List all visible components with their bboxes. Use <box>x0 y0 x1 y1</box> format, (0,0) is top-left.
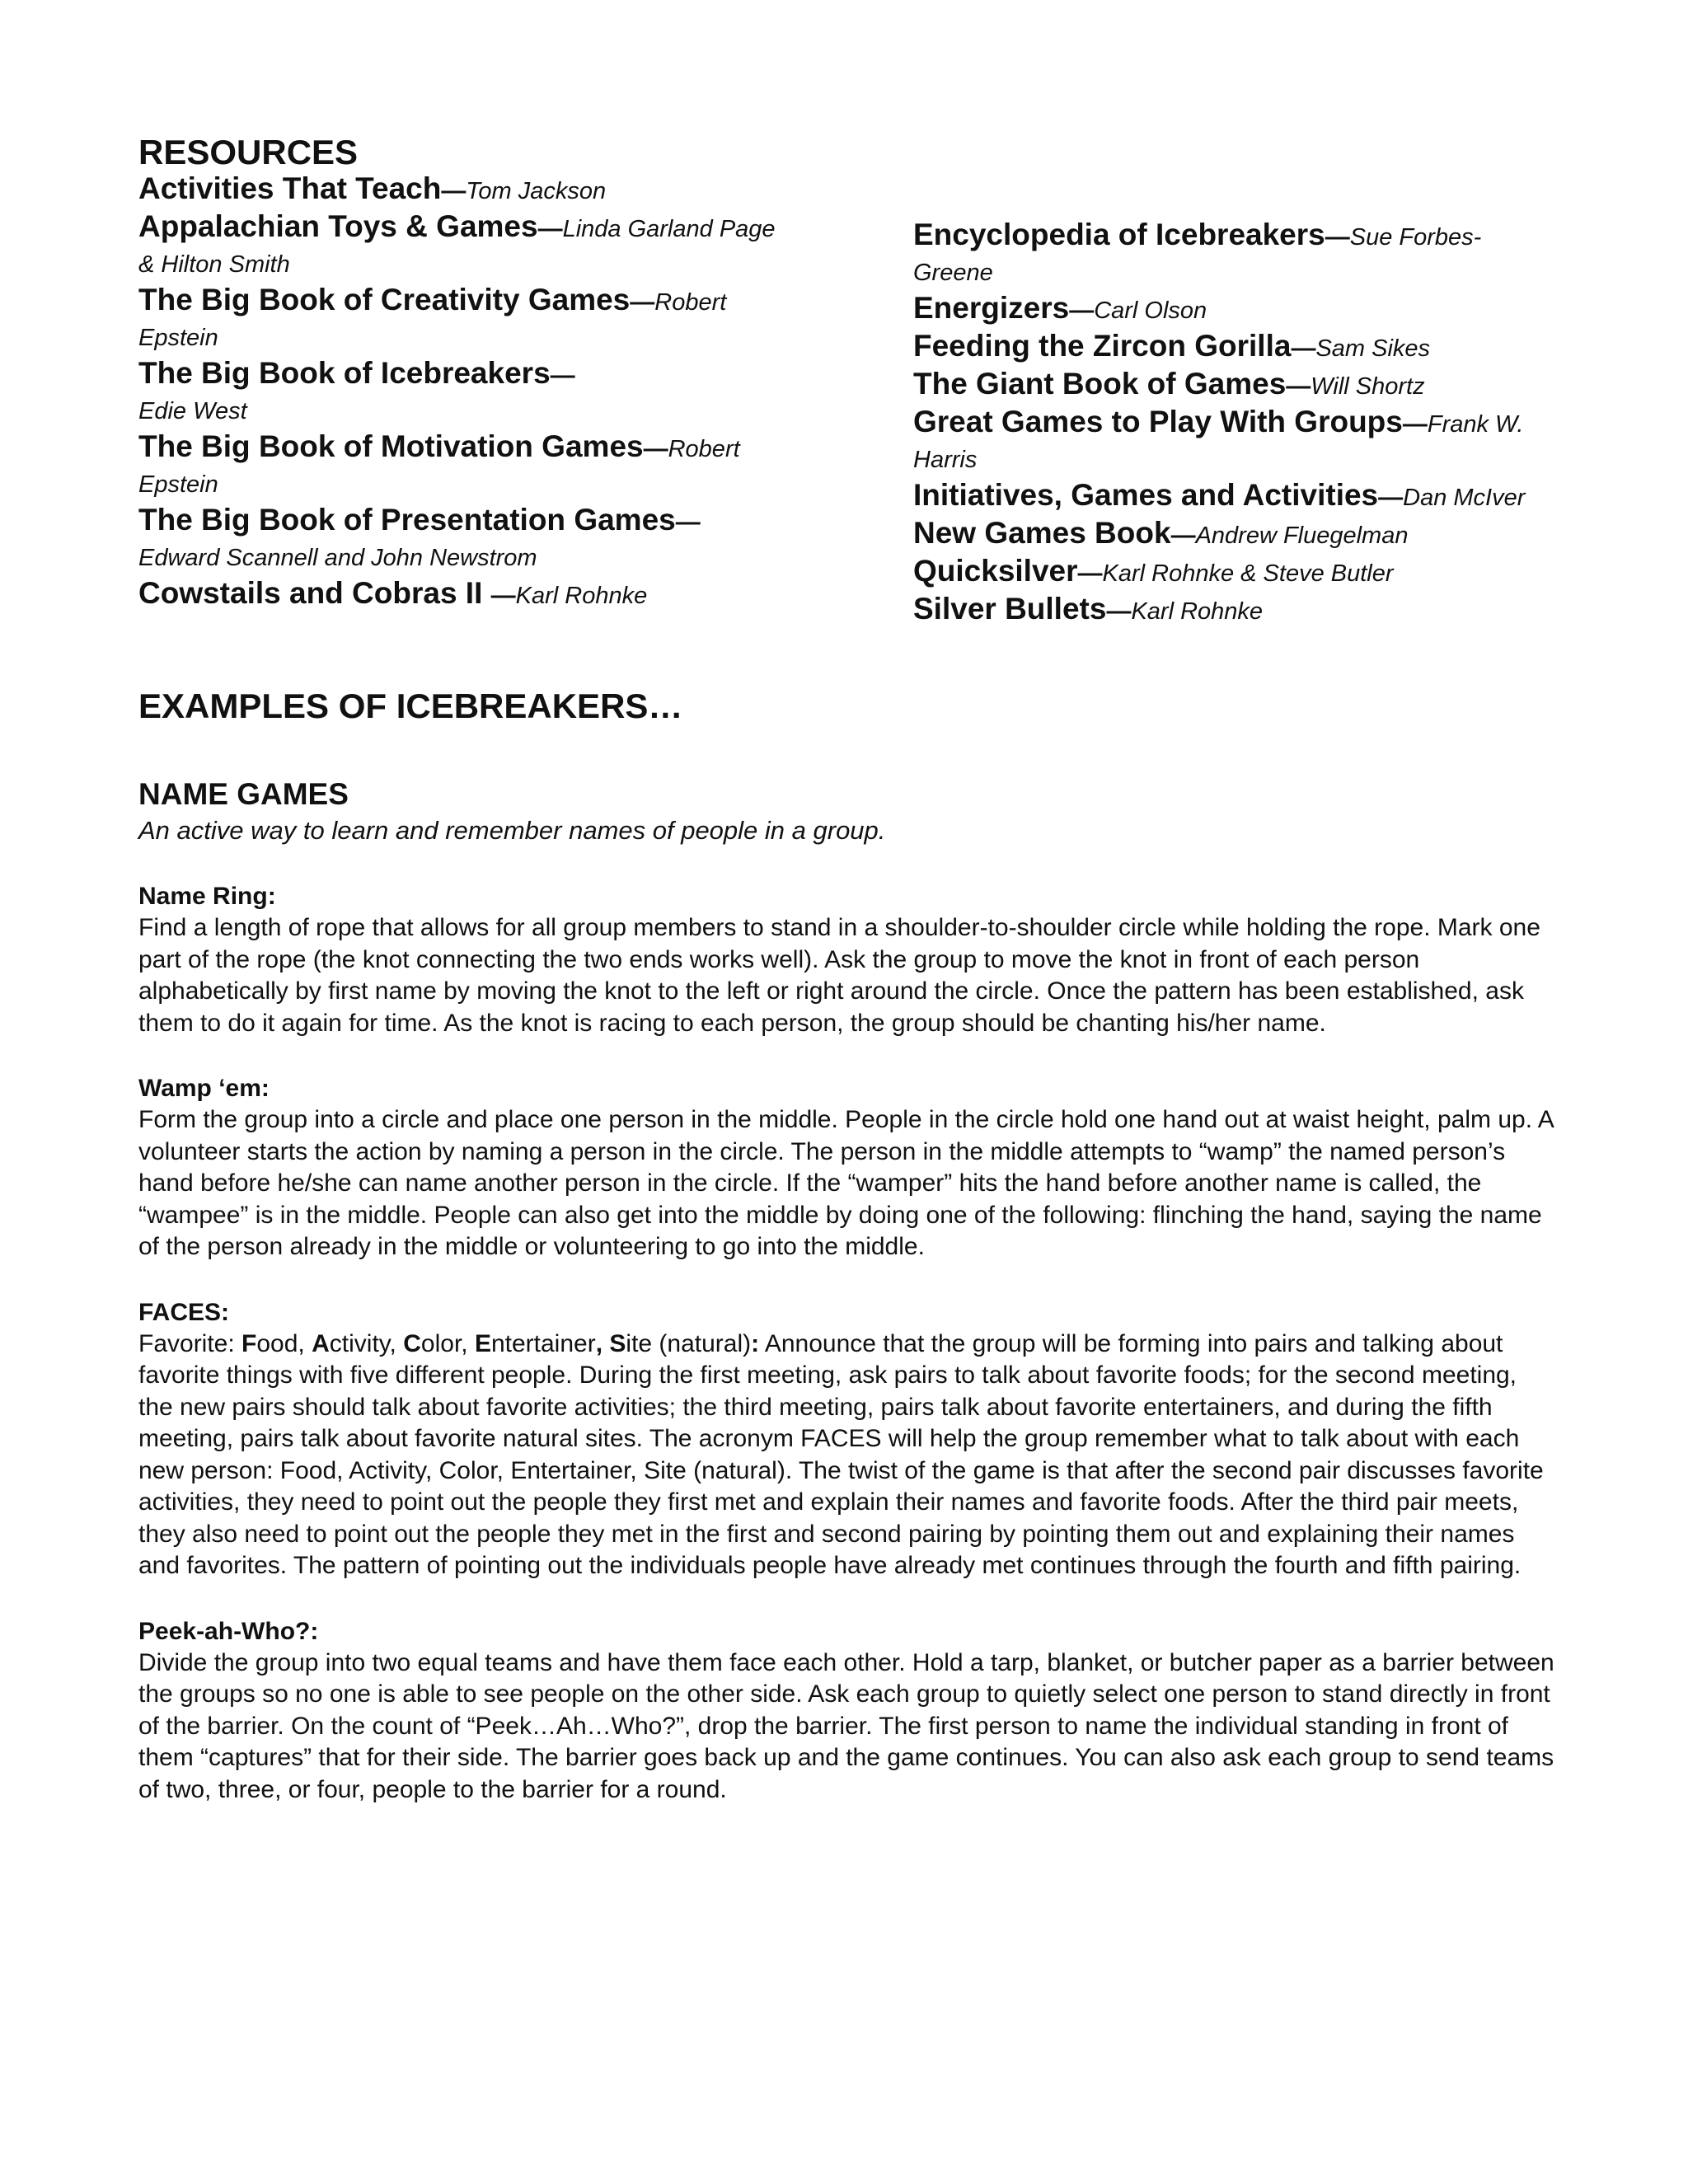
resource-entry <box>913 293 1556 330</box>
resource-author: Frank W. Harris <box>913 411 1524 473</box>
resource-author: Edward Scannell and John Newstrom <box>138 545 537 571</box>
resources-list <box>138 173 1556 631</box>
resource-entry <box>138 504 781 578</box>
faces-title: FACES: <box>138 1298 230 1326</box>
resource-entry <box>913 406 1556 480</box>
resource-dash: — <box>630 288 655 316</box>
resource-author: Karl Rohnke <box>515 583 648 609</box>
resource-dash: — <box>537 215 563 242</box>
name-games-intro: An active way to learn and remember names of people in a group. <box>138 816 886 845</box>
examples-heading: EXAMPLES OF ICEBREAKERS… <box>138 687 683 725</box>
resource-author: Linda Garland Page & Hilton Smith <box>138 216 776 278</box>
resource-dash: — <box>1378 484 1404 511</box>
wamp-em-body: Form the group into a circle and place one person in the middle. People in the circle hold one hand out at waist height, palm up. A volunteer starts the action by naming a person in the circle. The person in the middle attempts to “wamp” the named person’s hand before he/she can name another person in the circle. If the “wamper” hits the hand before another name is called, the “wampee” is in the middle. People can also get into the middle by doing one of the following: flinching the hand, saying the name of the person already in the middle or volunteering to go into the middle. <box>138 1106 1554 1260</box>
resource-title: Initiatives, Games and Activities <box>913 478 1379 512</box>
resource-title: The Big Book of Icebreakers <box>138 356 551 390</box>
resource-entry <box>913 555 1556 593</box>
faces-word-food: ood, <box>256 1329 312 1357</box>
name-ring-section <box>138 880 1556 1039</box>
resources-right-column <box>913 173 1556 631</box>
resource-dash: — <box>1106 598 1132 625</box>
resource-title: Encyclopedia of Icebreakers <box>913 218 1325 251</box>
faces-letter-e: E <box>474 1329 491 1357</box>
resource-author: Robert Epstein <box>138 289 727 351</box>
resource-title: Silver Bullets <box>913 592 1107 626</box>
peek-ah-who-section <box>138 1615 1556 1807</box>
resource-entry <box>913 368 1556 406</box>
faces-lead: Favorite: <box>138 1329 242 1357</box>
resource-author: Dan McIver <box>1403 485 1526 511</box>
resource-title: The Big Book of Presentation Games <box>138 503 676 537</box>
resource-title: The Big Book of Motivation Games <box>138 429 644 463</box>
resource-entry <box>138 358 781 431</box>
resource-title: Appalachian Toys & Games <box>138 209 538 243</box>
resource-dash: — <box>643 435 668 462</box>
resource-dash: — <box>1291 335 1316 362</box>
faces-word-site: ite (natural) <box>626 1329 752 1357</box>
resource-author: Karl Rohnke <box>1131 598 1264 625</box>
wamp-em-section <box>138 1072 1556 1263</box>
resources-left-column <box>138 173 781 631</box>
faces-bold-comma: , <box>595 1329 610 1357</box>
resource-title: Feeding the Zircon Gorilla <box>913 329 1292 363</box>
faces-word-color: olor, <box>420 1329 475 1357</box>
resource-title: Quicksilver <box>913 554 1078 588</box>
name-ring-title: Name Ring: <box>138 883 276 910</box>
resource-title: Activities That Teach <box>138 171 442 205</box>
resource-author: Will Shortz <box>1311 373 1425 400</box>
document-page <box>138 132 1556 1806</box>
resource-title: Cowstails and Cobras II <box>138 576 491 610</box>
faces-word-activity: ctivity, <box>329 1329 404 1357</box>
resource-author: Sam Sikes <box>1315 335 1431 362</box>
resource-dash: — <box>441 177 467 204</box>
resource-dash: — <box>1286 373 1311 400</box>
resource-entry <box>138 284 781 358</box>
faces-letter-a: A <box>312 1329 330 1357</box>
faces-section <box>138 1296 1556 1582</box>
resource-entry <box>913 219 1556 293</box>
resource-dash: — <box>1325 223 1350 251</box>
resource-title: The Big Book of Creativity Games <box>138 283 631 316</box>
resource-entry <box>138 173 781 211</box>
resource-title: Energizers <box>913 291 1070 325</box>
resource-dash: — <box>490 582 516 609</box>
faces-bold-colon: : <box>751 1329 760 1357</box>
resource-dash: — <box>1402 410 1428 438</box>
peek-ah-who-body: Divide the group into two equal teams and have them face each other. Hold a tarp, blanket, or butcher paper as a barrier between the groups so no one is able to see people on the other side. Ask each group to quietly select one person to stand directly in front of the barrier. On the count of “Peek…Ah…Who?”, drop the barrier. The first person to name the individual standing in front of them “captures” that for their side. The barrier goes back up and the game continues. You can also ask each group to send teams of two, three, or four, people to the barrier for a round. <box>138 1648 1554 1803</box>
name-games-heading: NAME GAMES <box>138 777 349 811</box>
resource-entry <box>913 330 1556 368</box>
faces-letter-f: F <box>241 1329 257 1357</box>
faces-word-entertainer: ntertainer <box>490 1329 596 1357</box>
resource-author: Tom Jackson <box>466 178 607 204</box>
resource-dash: — <box>1069 297 1095 324</box>
faces-letter-s: S <box>609 1329 626 1357</box>
resource-author: Carl Olson <box>1094 298 1207 324</box>
faces-letter-c: C <box>403 1329 421 1357</box>
resource-entry <box>138 431 781 504</box>
resource-dash: — <box>1077 560 1103 587</box>
resources-heading: RESOURCES <box>138 133 359 171</box>
name-ring-body: Find a length of rope that allows for all group members to stand in a shoulder-to-shoulder circle while holding the rope. Mark one part of the rope (the knot connecting the two ends works well). Ask the group to move the knot in front of each person alphabetically by first name by moving the knot to the left or right around the circle. Once the pattern has been established, ask them to do it again for time. As the knot is racing to each person, the group should be chanting his/her name. <box>138 914 1540 1037</box>
resource-author: Andrew Fluegelman <box>1195 523 1409 549</box>
resource-author: Edie West <box>138 398 247 424</box>
resource-title: The Giant Book of Games <box>913 367 1287 401</box>
peek-ah-who-title: Peek-ah-Who?: <box>138 1617 319 1645</box>
resource-entry <box>913 593 1556 631</box>
resource-dash: — <box>675 509 701 536</box>
resource-title: Great Games to Play With Groups <box>913 405 1403 438</box>
resource-author: Robert Epstein <box>138 436 740 498</box>
resource-author: Sue Forbes-Greene <box>913 224 1482 286</box>
resource-entry <box>913 518 1556 555</box>
resource-dash: — <box>550 362 575 389</box>
resource-entry <box>138 211 781 284</box>
resource-dash: — <box>1170 522 1196 549</box>
faces-description: Announce that the group will be forming into pairs and talking about favorite things with five different people. During the first meeting, ask pairs to talk about favorite foods; for the second meeting, the new pairs should talk about favorite activities; the third meeting, pairs talk about favorite entertainers, and during the fifth meeting, pairs talk about favorite natural sites. The acronym FACES will help the group remember what to talk about with each new person: Food, Activity, Color, Entertainer, Site (natural). The twist of the game is that after the second pair discusses favorite activities, they need to point out the people they first met and explain their names and favorite foods. After the third pair meets, they also need to point out the people they met in the first and second pairing by pointing them out and explaining their names and favorites. The pattern of pointing out the individuals people have already met continues through the fourth and fifth pairing. <box>138 1329 1544 1579</box>
resource-entry <box>913 480 1556 518</box>
wamp-em-title: Wamp ‘em: <box>138 1075 270 1102</box>
resource-author: Karl Rohnke & Steve Butler <box>1102 560 1394 587</box>
resource-title: New Games Book <box>913 516 1171 550</box>
resource-entry <box>138 578 781 616</box>
faces-body <box>138 1329 1556 1582</box>
